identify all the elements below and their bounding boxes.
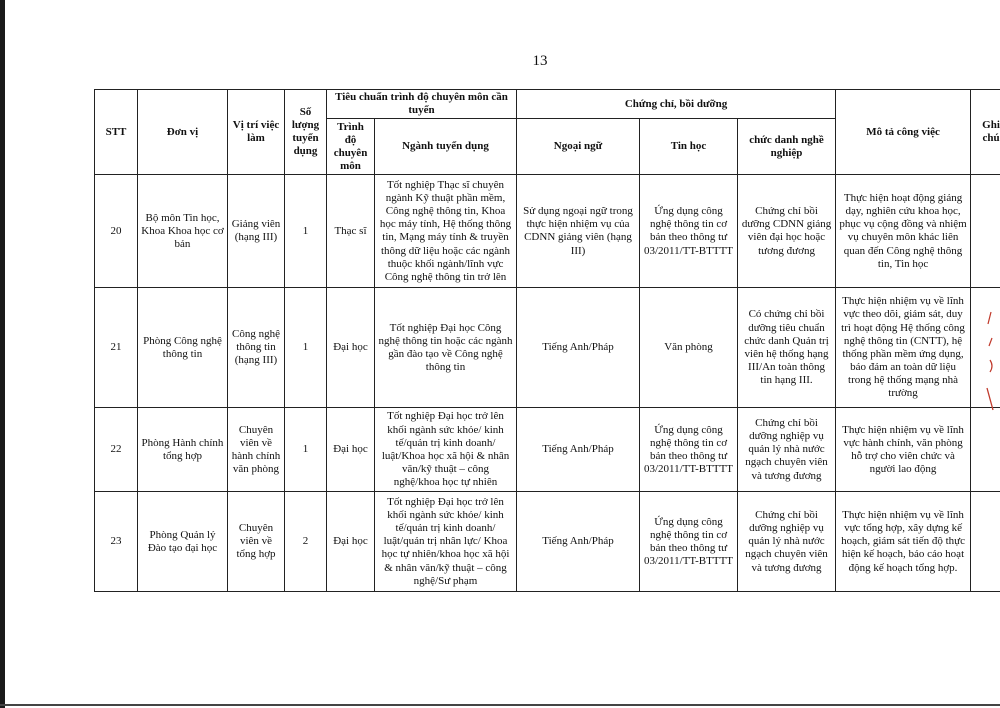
header-don-vi: Đơn vị (138, 90, 228, 175)
cell-trinh-do: Thạc sĩ (327, 175, 375, 288)
cell-ngoai-ngu: Tiếng Anh/Pháp (517, 408, 640, 492)
cell-vi-tri: Chuyên viên về tổng hợp (228, 492, 285, 592)
cell-don-vi: Phòng Hành chính tổng hợp (138, 408, 228, 492)
cell-so-luong: 1 (285, 408, 327, 492)
cell-tin-hoc: Ứng dụng công nghệ thông tin cơ bản theo thông tư 03/2011/TT-BTTTT (640, 408, 738, 492)
header-trinh-do: Trình độ chuyên môn (327, 119, 375, 175)
cell-ghi-chu (971, 492, 1000, 592)
header-chung-chi: Chứng chỉ, bồi dưỡng (517, 90, 836, 119)
cell-vi-tri: Công nghệ thông tin (hạng III) (228, 288, 285, 408)
cell-stt: 20 (95, 175, 138, 288)
cell-don-vi: Phòng Quản lý Đào tạo đại học (138, 492, 228, 592)
cell-ngoai-ngu: Tiếng Anh/Pháp (517, 288, 640, 408)
cell-ghi-chu (971, 408, 1000, 492)
cell-mo-ta: Thực hiện hoạt động giảng dạy, nghiên cứu khoa học, phục vụ cộng đồng và nhiệm vụ chuyên môn khác liên quan đến Công nghệ thông tin, Tin học (836, 175, 971, 288)
header-nganh: Ngành tuyển dụng (375, 119, 517, 175)
cell-stt: 23 (95, 492, 138, 592)
cell-so-luong: 1 (285, 175, 327, 288)
scan-left-edge (0, 0, 5, 708)
cell-nganh: Tốt nghiệp Thạc sĩ chuyên ngành Kỹ thuật phần mềm, Công nghệ thông tin, Khoa học máy tính, Hệ thống thông tin, Mạng máy tính & truyền thông dữ liệu hoặc các ngành thuộc khối ngành/lĩnh vực Công nghệ thông tin trở lên (375, 175, 517, 288)
table-row (95, 288, 1000, 408)
cell-chuc-danh: Chứng chỉ bồi dưỡng nghiệp vụ quản lý nhà nước ngạch chuyên viên và tương đương (738, 492, 836, 592)
cell-tin-hoc: Ứng dụng công nghệ thông tin cơ bản theo thông tư 03/2011/TT-BTTTT (640, 492, 738, 592)
cell-ghi-chu (971, 175, 1000, 288)
cell-tin-hoc: Ứng dụng công nghệ thông tin cơ bản theo thông tư 03/2011/TT-BTTTT (640, 175, 738, 288)
cell-ngoai-ngu: Tiếng Anh/Pháp (517, 492, 640, 592)
margin-stamp-marks (982, 310, 996, 420)
table-row (95, 408, 1000, 492)
header-vi-tri: Vị trí việc làm (228, 90, 285, 175)
cell-don-vi: Phòng Công nghệ thông tin (138, 288, 228, 408)
cell-mo-ta: Thực hiện nhiệm vụ về lĩnh vực tổng hợp, xây dựng kế hoạch, giám sát tiến độ thực hiện kế hoạch, báo cáo hoạt động kế hoạch tổng hợp. (836, 492, 971, 592)
header-stt: STT (95, 90, 138, 175)
cell-trinh-do: Đại học (327, 288, 375, 408)
table-row (95, 492, 1000, 592)
cell-trinh-do: Đại học (327, 408, 375, 492)
cell-vi-tri: Giảng viên (hạng III) (228, 175, 285, 288)
header-chuc-danh: chức danh nghề nghiệp (738, 119, 836, 175)
cell-mo-ta: Thực hiện nhiệm vụ về lĩnh vực theo dõi, giám sát, duy trì hoạt động Hệ thống công nghệ thông tin (CNTT), hệ thống phần mềm ứng dụng, báo đảm an toàn dữ liệu trong hệ thống mạng nhà trường (836, 288, 971, 408)
recruitment-table (94, 89, 1000, 592)
header-ghi-chu: Ghi chú (971, 90, 1000, 175)
cell-nganh: Tốt nghiệp Đại học trở lên khối ngành sức khỏe/ kinh tế/quản trị kinh doanh/ luật/Khoa học xã hội & nhân văn/kỹ thuật – công nghệ/khoa học tự nhiên (375, 408, 517, 492)
cell-mo-ta: Thực hiện nhiệm vụ về lĩnh vực hành chính, văn phòng hỗ trợ cho viên chức và người lao động (836, 408, 971, 492)
table-row (95, 175, 1000, 288)
scan-bottom-edge (0, 704, 1000, 706)
cell-chuc-danh: Có chứng chỉ bồi dưỡng tiêu chuẩn chức danh Quản trị viên hệ thống hạng III/An toàn thông tin hạng III. (738, 288, 836, 408)
cell-don-vi: Bộ môn Tin học, Khoa Khoa học cơ bản (138, 175, 228, 288)
cell-ngoai-ngu: Sử dụng ngoại ngữ trong thực hiện nhiệm vụ của CDNN giảng viên (hạng III) (517, 175, 640, 288)
cell-stt: 22 (95, 408, 138, 492)
cell-stt: 21 (95, 288, 138, 408)
cell-nganh: Tốt nghiệp Đại học trở lên khối ngành sức khỏe/ kinh tế/quản trị kinh doanh/ luật/quản trị nhân lực/ Khoa học tự nhiên/khoa học xã hội & nhân văn/kỹ thuật – công nghệ/Sư phạm (375, 492, 517, 592)
header-row-1 (95, 90, 1000, 119)
cell-chuc-danh: Chứng chỉ bồi dưỡng CDNN giảng viên đại học hoặc tương đương (738, 175, 836, 288)
cell-nganh: Tốt nghiệp Đại học Công nghệ thông tin hoặc các ngành gần đào tạo về Công nghệ thông tin (375, 288, 517, 408)
page-number: 13 (532, 53, 548, 69)
header-ngoai-ngu: Ngoại ngữ (517, 119, 640, 175)
cell-tin-hoc: Văn phòng (640, 288, 738, 408)
cell-vi-tri: Chuyên viên về hành chính văn phòng (228, 408, 285, 492)
cell-chuc-danh: Chứng chỉ bồi dưỡng nghiệp vụ quản lý nhà nước ngạch chuyên viên và tương đương (738, 408, 836, 492)
cell-so-luong: 2 (285, 492, 327, 592)
header-so-luong: Số lượng tuyển dụng (285, 90, 327, 175)
cell-trinh-do: Đại học (327, 492, 375, 592)
cell-so-luong: 1 (285, 288, 327, 408)
header-tin-hoc: Tin học (640, 119, 738, 175)
header-mo-ta: Mô tả công việc (836, 90, 971, 175)
header-tieu-chuan: Tiêu chuẩn trình độ chuyên môn cần tuyển (327, 90, 517, 119)
